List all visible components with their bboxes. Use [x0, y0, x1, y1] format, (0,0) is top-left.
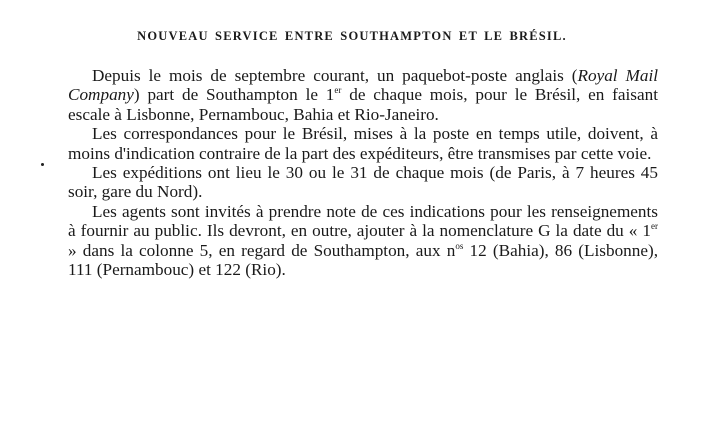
paragraph-4-text-c: 12 (Bahia), 86 (Lisbonne), 111 (Pernambouc) et 122 (Rio). [68, 240, 659, 280]
document-title: NOUVEAU SERVICE ENTRE SOUTHAMPTON ET LE BRÉSIL. [137, 29, 567, 43]
company-name: Royal Mail Company [68, 66, 658, 105]
paragraph-1-text-a: Depuis le mois de septembre courant, un paquebot-poste anglais ( [92, 66, 578, 85]
ordinal-superscript: er [651, 221, 658, 232]
numero-superscript: os [455, 240, 464, 251]
paragraph-1-text-c: de chaque mois, pour le Brésil, en faisant escale à Lisbonne, Pernambouc, Bahia et Rio-Janeiro. [68, 85, 658, 124]
paragraph-1-text-b: ) part de Southampton le 1 [133, 85, 335, 105]
paragraph-4 [68, 202, 658, 280]
ink-speck [41, 163, 44, 166]
document-body [68, 66, 658, 279]
paragraph-4-text-b: » dans la colonne 5, en regard de Southampton, aux n [68, 240, 456, 260]
paragraph-3: Les expéditions ont lieu le 30 ou le 31 de chaque mois (de Paris, à 7 heures 45 soir, gare du Nord). [68, 163, 658, 202]
paragraph-2: Les correspondances pour le Brésil, mises à la poste en temps utile, doivent, à moins d'indication contraire de la part des expéditeurs, être transmises par cette voie. [68, 124, 658, 163]
paragraph-1 [68, 66, 658, 124]
ordinal-superscript: er [334, 85, 342, 96]
paragraph-4-text-a: Les agents sont invités à prendre note de ces indications pour les renseignements à fournir au public. Ils devront, en outre, ajouter à la nomenclature G la date du « 1 [68, 201, 658, 241]
